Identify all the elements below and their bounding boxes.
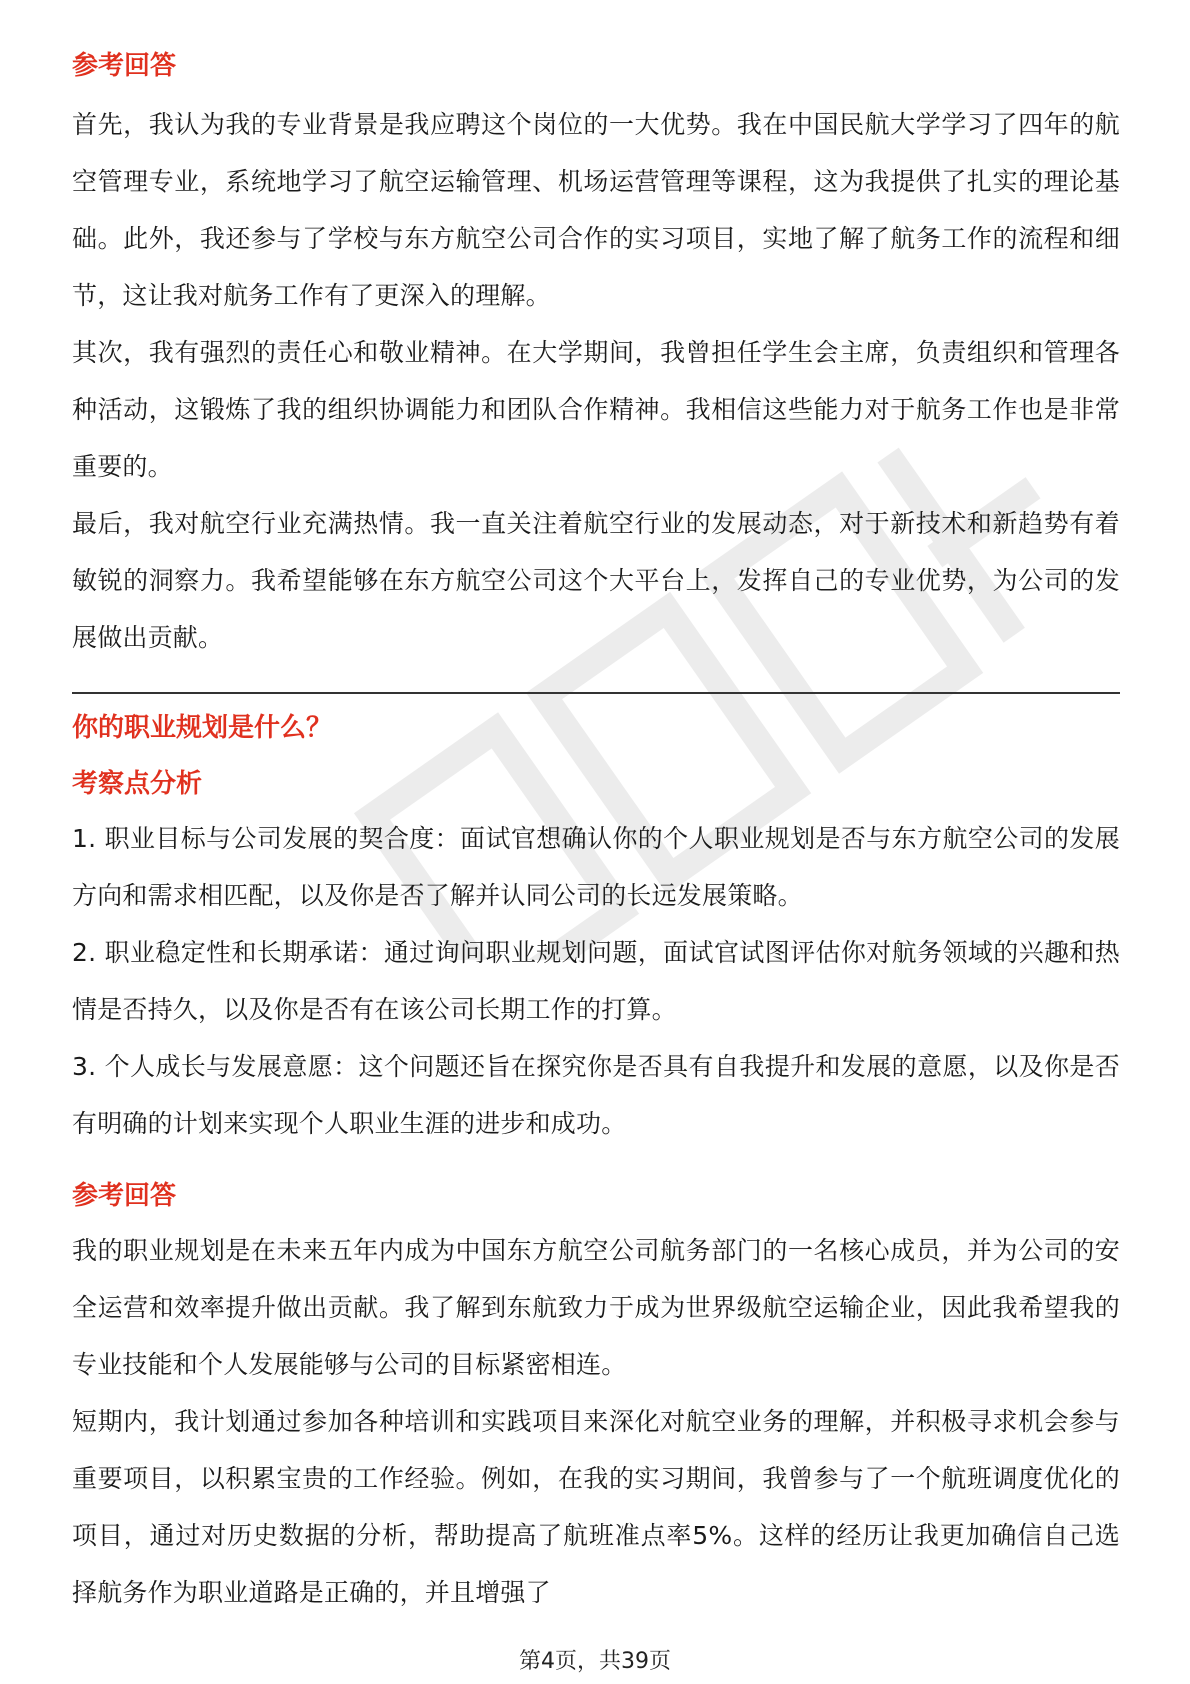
paragraph: 最后，我对航空行业充满热情。我一直关注着航空行业的发展动态，对于新技术和新趋势有着敏锐的洞察力。我希望能够在东方航空公司这个大平台上，发挥自己的专业优势，为公司的发展做出贡献。 xyxy=(72,509,1120,652)
section-heading-reference-answer-2: 参考回答 xyxy=(72,1181,177,1211)
question-heading: 你的职业规划是什么？ xyxy=(72,713,333,743)
analysis-item: 2. 职业稳定性和长期承诺：通过询问职业规划问题，面试官试图评估你对航务领域的兴趣和热情是否持久，以及你是否有在该公司长期工作的打算。 xyxy=(72,938,1120,1024)
paragraph: 首先，我认为我的专业背景是我应聘这个岗位的一大优势。我在中国民航大学学习了四年的航空管理专业，系统地学习了航空运输管理、机场运营管理等课程，这为我提供了扎实的理论基础。此外，我还参与了学校与东方航空公司合作的实习项目，实地了解了航务工作的流程和细节，这让我对航务工作有了更深入的理解。 xyxy=(72,110,1120,310)
analysis-item: 1. 职业目标与公司发展的契合度：面试官想确认你的个人职业规划是否与东方航空公司的发展方向和需求相匹配，以及你是否了解并认同公司的长远发展策略。 xyxy=(72,824,1120,910)
section-heading-reference-answer-1: 参考回答 xyxy=(72,51,177,81)
section-divider xyxy=(72,692,1120,694)
page-content xyxy=(72,46,1120,1621)
analysis-heading: 考察点分析 xyxy=(72,769,203,799)
analysis-item: 3. 个人成长与发展意愿：这个问题还旨在探究你是否具有自我提升和发展的意愿，以及你是否有明确的计划来实现个人职业生涯的进步和成功。 xyxy=(72,1052,1120,1138)
paragraph: 我的职业规划是在未来五年内成为中国东方航空公司航务部门的一名核心成员，并为公司的安全运营和效率提升做出贡献。我了解到东航致力于成为世界级航空运输企业，因此我希望我的专业技能和个人发展能够与公司的目标紧密相连。 xyxy=(72,1236,1120,1379)
paragraph: 短期内，我计划通过参加各种培训和实践项目来深化对航空业务的理解，并积极寻求机会参与重要项目，以积累宝贵的工作经验。例如，在我的实习期间，我曾参与了一个航班调度优化的项目，通过对历史数据的分析，帮助提高了航班准点率5%。这样的经历让我更加确信自己选择航务作为职业道路是正确的，并且增强了 xyxy=(72,1407,1120,1607)
page-footer: 第4页，共39页 xyxy=(519,1649,671,1674)
paragraph: 其次，我有强烈的责任心和敬业精神。在大学期间，我曾担任学生会主席，负责组织和管理各种活动，这锻炼了我的组织协调能力和团队合作精神。我相信这些能力对于航务工作也是非常重要的。 xyxy=(72,338,1120,481)
